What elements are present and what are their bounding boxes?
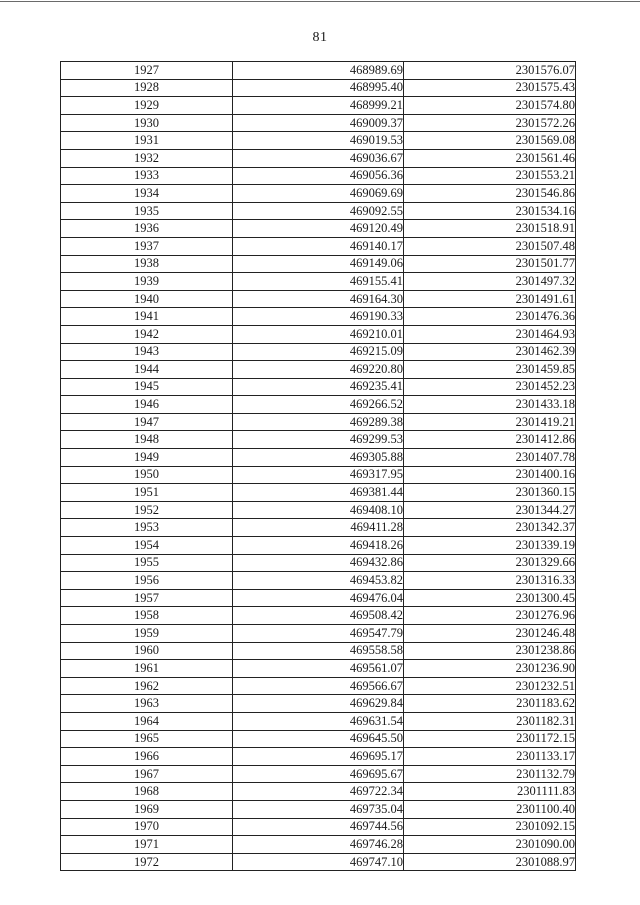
y-coordinate-cell: 2301100.40 bbox=[404, 800, 576, 818]
y-coordinate-cell: 2301501.77 bbox=[404, 255, 576, 273]
x-coordinate-cell: 469558.58 bbox=[233, 642, 404, 660]
x-coordinate-cell: 469220.80 bbox=[233, 361, 404, 379]
x-coordinate-cell: 469009.37 bbox=[233, 114, 404, 132]
x-coordinate-cell: 469317.95 bbox=[233, 466, 404, 484]
point-number-cell: 1933 bbox=[61, 167, 233, 185]
y-coordinate-cell: 2301576.07 bbox=[404, 62, 576, 80]
table-row bbox=[61, 765, 576, 783]
y-coordinate-cell: 2301339.19 bbox=[404, 537, 576, 555]
y-coordinate-cell: 2301300.45 bbox=[404, 589, 576, 607]
table-row bbox=[61, 660, 576, 678]
x-coordinate-cell: 468995.40 bbox=[233, 79, 404, 97]
table-row bbox=[61, 748, 576, 766]
y-coordinate-cell: 2301433.18 bbox=[404, 396, 576, 414]
x-coordinate-cell: 469432.86 bbox=[233, 554, 404, 572]
table-row bbox=[61, 449, 576, 467]
x-coordinate-cell: 469631.54 bbox=[233, 712, 404, 730]
x-coordinate-cell: 469453.82 bbox=[233, 572, 404, 590]
point-number-cell: 1958 bbox=[61, 607, 233, 625]
coordinates-table-body bbox=[61, 62, 576, 871]
y-coordinate-cell: 2301236.90 bbox=[404, 660, 576, 678]
x-coordinate-cell: 469092.55 bbox=[233, 202, 404, 220]
table-row bbox=[61, 607, 576, 625]
y-coordinate-cell: 2301575.43 bbox=[404, 79, 576, 97]
y-coordinate-cell: 2301518.91 bbox=[404, 220, 576, 238]
x-coordinate-cell: 469747.10 bbox=[233, 853, 404, 871]
y-coordinate-cell: 2301246.48 bbox=[404, 625, 576, 643]
table-row bbox=[61, 712, 576, 730]
point-number-cell: 1928 bbox=[61, 79, 233, 97]
x-coordinate-cell: 469069.69 bbox=[233, 185, 404, 203]
point-number-cell: 1956 bbox=[61, 572, 233, 590]
x-coordinate-cell: 469418.26 bbox=[233, 537, 404, 555]
point-number-cell: 1953 bbox=[61, 519, 233, 537]
point-number-cell: 1960 bbox=[61, 642, 233, 660]
point-number-cell: 1942 bbox=[61, 325, 233, 343]
page-number: 81 bbox=[312, 30, 328, 45]
x-coordinate-cell: 469149.06 bbox=[233, 255, 404, 273]
table-row bbox=[61, 836, 576, 854]
x-coordinate-cell: 469036.67 bbox=[233, 149, 404, 167]
x-coordinate-cell: 469744.56 bbox=[233, 818, 404, 836]
y-coordinate-cell: 2301412.86 bbox=[404, 431, 576, 449]
point-number-cell: 1935 bbox=[61, 202, 233, 220]
y-coordinate-cell: 2301088.97 bbox=[404, 853, 576, 871]
table-row bbox=[61, 800, 576, 818]
x-coordinate-cell: 468989.69 bbox=[233, 62, 404, 80]
y-coordinate-cell: 2301464.93 bbox=[404, 325, 576, 343]
y-coordinate-cell: 2301561.46 bbox=[404, 149, 576, 167]
table-row bbox=[61, 220, 576, 238]
y-coordinate-cell: 2301572.26 bbox=[404, 114, 576, 132]
y-coordinate-cell: 2301491.61 bbox=[404, 290, 576, 308]
point-number-cell: 1968 bbox=[61, 783, 233, 801]
y-coordinate-cell: 2301459.85 bbox=[404, 361, 576, 379]
x-coordinate-cell: 469164.30 bbox=[233, 290, 404, 308]
point-number-cell: 1939 bbox=[61, 273, 233, 291]
point-number-cell: 1952 bbox=[61, 501, 233, 519]
table-row bbox=[61, 114, 576, 132]
x-coordinate-cell: 469299.53 bbox=[233, 431, 404, 449]
y-coordinate-cell: 2301360.15 bbox=[404, 484, 576, 502]
y-coordinate-cell: 2301183.62 bbox=[404, 695, 576, 713]
table-row bbox=[61, 149, 576, 167]
table-row bbox=[61, 484, 576, 502]
point-number-cell: 1955 bbox=[61, 554, 233, 572]
x-coordinate-cell: 469411.28 bbox=[233, 519, 404, 537]
table-row bbox=[61, 361, 576, 379]
point-number-cell: 1929 bbox=[61, 97, 233, 115]
table-row bbox=[61, 818, 576, 836]
point-number-cell: 1969 bbox=[61, 800, 233, 818]
x-coordinate-cell: 469305.88 bbox=[233, 449, 404, 467]
y-coordinate-cell: 2301092.15 bbox=[404, 818, 576, 836]
coordinates-table bbox=[60, 61, 576, 871]
table-row bbox=[61, 625, 576, 643]
x-coordinate-cell: 469120.49 bbox=[233, 220, 404, 238]
y-coordinate-cell: 2301553.21 bbox=[404, 167, 576, 185]
table-row bbox=[61, 273, 576, 291]
table-row bbox=[61, 431, 576, 449]
y-coordinate-cell: 2301182.31 bbox=[404, 712, 576, 730]
point-number-cell: 1962 bbox=[61, 677, 233, 695]
y-coordinate-cell: 2301132.79 bbox=[404, 765, 576, 783]
point-number-cell: 1963 bbox=[61, 695, 233, 713]
y-coordinate-cell: 2301111.83 bbox=[404, 783, 576, 801]
point-number-cell: 1936 bbox=[61, 220, 233, 238]
y-coordinate-cell: 2301546.86 bbox=[404, 185, 576, 203]
point-number-cell: 1941 bbox=[61, 308, 233, 326]
table-row bbox=[61, 185, 576, 203]
table-row bbox=[61, 413, 576, 431]
x-coordinate-cell: 469629.84 bbox=[233, 695, 404, 713]
point-number-cell: 1930 bbox=[61, 114, 233, 132]
x-coordinate-cell: 469235.41 bbox=[233, 378, 404, 396]
point-number-cell: 1965 bbox=[61, 730, 233, 748]
point-number-cell: 1931 bbox=[61, 132, 233, 150]
table-row bbox=[61, 783, 576, 801]
y-coordinate-cell: 2301476.36 bbox=[404, 308, 576, 326]
x-coordinate-cell: 469695.67 bbox=[233, 765, 404, 783]
x-coordinate-cell: 469381.44 bbox=[233, 484, 404, 502]
point-number-cell: 1937 bbox=[61, 237, 233, 255]
y-coordinate-cell: 2301407.78 bbox=[404, 449, 576, 467]
point-number-cell: 1927 bbox=[61, 62, 233, 80]
table-row bbox=[61, 677, 576, 695]
x-coordinate-cell: 469289.38 bbox=[233, 413, 404, 431]
point-number-cell: 1945 bbox=[61, 378, 233, 396]
point-number-cell: 1972 bbox=[61, 853, 233, 871]
point-number-cell: 1947 bbox=[61, 413, 233, 431]
y-coordinate-cell: 2301329.66 bbox=[404, 554, 576, 572]
y-coordinate-cell: 2301342.37 bbox=[404, 519, 576, 537]
table-row bbox=[61, 202, 576, 220]
table-row bbox=[61, 572, 576, 590]
table-row bbox=[61, 730, 576, 748]
table-row bbox=[61, 290, 576, 308]
x-coordinate-cell: 469056.36 bbox=[233, 167, 404, 185]
point-number-cell: 1964 bbox=[61, 712, 233, 730]
y-coordinate-cell: 2301497.32 bbox=[404, 273, 576, 291]
x-coordinate-cell: 469019.53 bbox=[233, 132, 404, 150]
x-coordinate-cell: 469566.67 bbox=[233, 677, 404, 695]
y-coordinate-cell: 2301316.33 bbox=[404, 572, 576, 590]
point-number-cell: 1970 bbox=[61, 818, 233, 836]
table-row bbox=[61, 396, 576, 414]
y-coordinate-cell: 2301534.16 bbox=[404, 202, 576, 220]
table-row bbox=[61, 501, 576, 519]
x-coordinate-cell: 469547.79 bbox=[233, 625, 404, 643]
x-coordinate-cell: 469735.04 bbox=[233, 800, 404, 818]
table-row bbox=[61, 308, 576, 326]
y-coordinate-cell: 2301569.08 bbox=[404, 132, 576, 150]
x-coordinate-cell: 468999.21 bbox=[233, 97, 404, 115]
table-row bbox=[61, 167, 576, 185]
table-row bbox=[61, 519, 576, 537]
x-coordinate-cell: 469476.04 bbox=[233, 589, 404, 607]
table-row bbox=[61, 255, 576, 273]
x-coordinate-cell: 469210.01 bbox=[233, 325, 404, 343]
x-coordinate-cell: 469140.17 bbox=[233, 237, 404, 255]
point-number-cell: 1971 bbox=[61, 836, 233, 854]
point-number-cell: 1957 bbox=[61, 589, 233, 607]
point-number-cell: 1938 bbox=[61, 255, 233, 273]
y-coordinate-cell: 2301507.48 bbox=[404, 237, 576, 255]
point-number-cell: 1940 bbox=[61, 290, 233, 308]
point-number-cell: 1967 bbox=[61, 765, 233, 783]
y-coordinate-cell: 2301419.21 bbox=[404, 413, 576, 431]
x-coordinate-cell: 469508.42 bbox=[233, 607, 404, 625]
table-row bbox=[61, 132, 576, 150]
point-number-cell: 1944 bbox=[61, 361, 233, 379]
y-coordinate-cell: 2301452.23 bbox=[404, 378, 576, 396]
point-number-cell: 1943 bbox=[61, 343, 233, 361]
x-coordinate-cell: 469266.52 bbox=[233, 396, 404, 414]
table-row bbox=[61, 62, 576, 80]
top-border-line bbox=[0, 1, 640, 2]
y-coordinate-cell: 2301090.00 bbox=[404, 836, 576, 854]
table-row bbox=[61, 466, 576, 484]
point-number-cell: 1950 bbox=[61, 466, 233, 484]
x-coordinate-cell: 469215.09 bbox=[233, 343, 404, 361]
y-coordinate-cell: 2301238.86 bbox=[404, 642, 576, 660]
point-number-cell: 1961 bbox=[61, 660, 233, 678]
table-row bbox=[61, 853, 576, 871]
table-row bbox=[61, 343, 576, 361]
y-coordinate-cell: 2301462.39 bbox=[404, 343, 576, 361]
x-coordinate-cell: 469722.34 bbox=[233, 783, 404, 801]
y-coordinate-cell: 2301172.15 bbox=[404, 730, 576, 748]
x-coordinate-cell: 469695.17 bbox=[233, 748, 404, 766]
point-number-cell: 1934 bbox=[61, 185, 233, 203]
table-row bbox=[61, 97, 576, 115]
table-row bbox=[61, 79, 576, 97]
x-coordinate-cell: 469645.50 bbox=[233, 730, 404, 748]
table-row bbox=[61, 695, 576, 713]
table-row bbox=[61, 378, 576, 396]
point-number-cell: 1946 bbox=[61, 396, 233, 414]
table-row bbox=[61, 642, 576, 660]
y-coordinate-cell: 2301400.16 bbox=[404, 466, 576, 484]
point-number-cell: 1959 bbox=[61, 625, 233, 643]
x-coordinate-cell: 469746.28 bbox=[233, 836, 404, 854]
y-coordinate-cell: 2301574.80 bbox=[404, 97, 576, 115]
x-coordinate-cell: 469408.10 bbox=[233, 501, 404, 519]
y-coordinate-cell: 2301232.51 bbox=[404, 677, 576, 695]
point-number-cell: 1949 bbox=[61, 449, 233, 467]
point-number-cell: 1932 bbox=[61, 149, 233, 167]
point-number-cell: 1954 bbox=[61, 537, 233, 555]
x-coordinate-cell: 469561.07 bbox=[233, 660, 404, 678]
point-number-cell: 1951 bbox=[61, 484, 233, 502]
table-row bbox=[61, 554, 576, 572]
x-coordinate-cell: 469190.33 bbox=[233, 308, 404, 326]
table-row bbox=[61, 537, 576, 555]
table-row bbox=[61, 237, 576, 255]
x-coordinate-cell: 469155.41 bbox=[233, 273, 404, 291]
point-number-cell: 1966 bbox=[61, 748, 233, 766]
y-coordinate-cell: 2301276.96 bbox=[404, 607, 576, 625]
table-row bbox=[61, 589, 576, 607]
table-row bbox=[61, 325, 576, 343]
y-coordinate-cell: 2301133.17 bbox=[404, 748, 576, 766]
point-number-cell: 1948 bbox=[61, 431, 233, 449]
y-coordinate-cell: 2301344.27 bbox=[404, 501, 576, 519]
